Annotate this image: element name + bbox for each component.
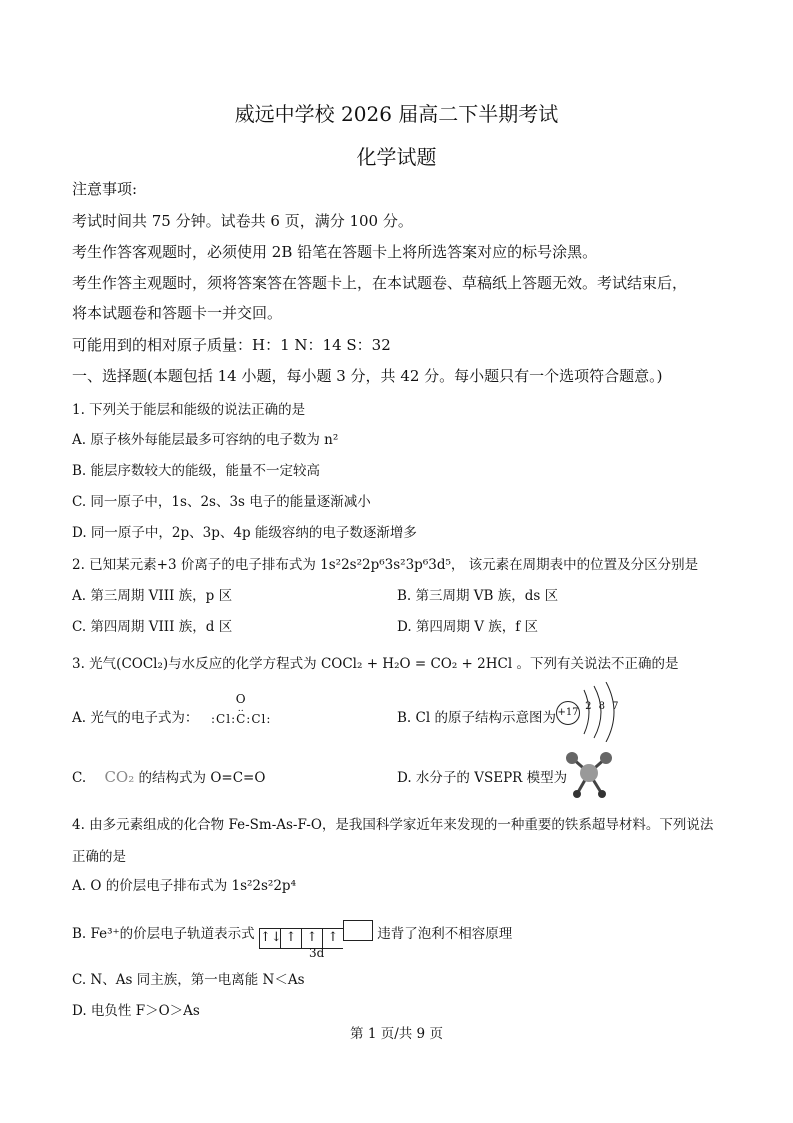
orbital-box-5 <box>343 920 373 941</box>
orbital-box-2: ↑ <box>280 928 301 949</box>
shell-arcs <box>578 682 628 742</box>
atomic-masses: 可能用到的相对原子质量：H：1 N：14 S：32 <box>72 336 391 354</box>
co2-structure-text: 的结构式为 O=C=O <box>138 770 266 786</box>
notes-objective: 考生作答客观题时，必须使用 2B 铅笔在答题卡上将所选答案对应的标号涂黑。 <box>72 243 598 261</box>
q2-option-b: B. 第三周期 VB 族，ds 区 <box>397 588 559 604</box>
q4-option-b-suffix: 违背了泡利不相容原理 <box>377 926 513 942</box>
q2-option-d: D. 第四周期 V 族，f 区 <box>397 619 539 635</box>
notes-heading: 注意事项: <box>72 180 138 198</box>
q3-option-c <box>72 766 265 786</box>
page-footer: 第 1 页/共 9 页 <box>350 1026 443 1042</box>
fe3-orbital-diagram <box>259 920 373 960</box>
q3-option-d: D. 水分子的 VSEPR 模型为 <box>397 770 568 786</box>
q4-option-b-prefix: B. Fe³⁺的价层电子轨道表示式 <box>72 926 255 942</box>
orbital-box-1: ↑↓ <box>259 928 280 949</box>
orbital-box-4: ↑ <box>322 928 343 949</box>
q3-option-a: A. 光气的电子式为： <box>72 710 199 726</box>
cl-atom-diagram <box>556 700 621 725</box>
subject-title: 化学试题 <box>356 145 437 169</box>
q4-option-a: A. O 的价层电子排布式为 1s²2s²2p⁴ <box>72 878 296 894</box>
q4-stem-line1: 4. 由多元素组成的化合物 Fe-Sm-As-F-O，是我国科学家近年来发现的一种重要的铁系超导材料。下列说法 <box>72 817 714 833</box>
q2-option-a: A. 第三周期 VIII 族，p 区 <box>72 588 233 604</box>
lewis-bond: ‥ <box>237 704 245 714</box>
q3-option-b: B. Cl 的原子结构示意图为 <box>397 710 556 726</box>
q3-option-c-label: C. <box>72 770 87 786</box>
co2-formula: CO₂ <box>104 768 135 786</box>
q2-option-c: C. 第四周期 VIII 族，d 区 <box>72 619 233 635</box>
q1-option-b: B. 能层序数较大的能级，能量不一定较高 <box>72 463 321 479</box>
q1-option-d: D. 同一原子中，2p、3p、4p 能级容纳的电子数逐渐增多 <box>72 525 417 541</box>
notes-submit: 将本试题卷和答题卡一并交回。 <box>72 304 283 322</box>
notes-time: 考试时间共 75 分钟。试卷共 6 页，满分 100 分。 <box>72 212 413 230</box>
water-vsepr-model-icon <box>562 748 616 802</box>
q1-stem: 1. 下列关于能层和能级的说法正确的是 <box>72 402 306 418</box>
q2-stem: 2. 已知某元素+3 价离子的电子排布式为 1s²2s²2p⁶3s²3p⁶3d⁵， 该元素在周期表中的位置及分区分别是 <box>72 557 699 573</box>
q1-option-a: A. 原子核外每能层最多可容纳的电子数为 n² <box>72 432 339 448</box>
nucleus-circle: +17 <box>556 701 580 725</box>
q4-stem-line2: 正确的是 <box>72 849 126 865</box>
orbital-label: 3d <box>308 946 325 960</box>
notes-subjective: 考生作答主观题时，须将答案答在答题卡上，在本试题卷、草稿纸上答题无效。考试结束后， <box>72 274 688 292</box>
orbital-box-3: ↑ <box>301 928 322 949</box>
q4-option-b <box>72 920 513 960</box>
electron-shells: 2 8 7 <box>585 701 621 712</box>
q1-option-c: C. 同一原子中，1s、2s、3s 电子的能量逐渐减小 <box>72 494 371 510</box>
section-heading: 一、选择题(本题包括 14 小题，每小题 3 分，共 42 分。每小题只有一个选项符合题意。) <box>72 367 663 385</box>
exam-title: 威远中学校 2026 届高二下半期考试 <box>234 102 559 126</box>
lewis-main-row: :Cl:C:Cl: <box>211 712 272 726</box>
q3-stem: 3. 光气(COCl₂)与水反应的化学方程式为 COCl₂ + H₂O = CO₂ + 2HCl 。下列有关说法不正确的是 <box>72 656 679 672</box>
lewis-oxygen: O <box>235 692 247 706</box>
q4-option-c: C. N、As 同主族，第一电离能 N＜As <box>72 972 305 988</box>
phosgene-lewis-structure <box>211 693 271 725</box>
q4-option-d: D. 电负性 F＞O＞As <box>72 1003 200 1019</box>
